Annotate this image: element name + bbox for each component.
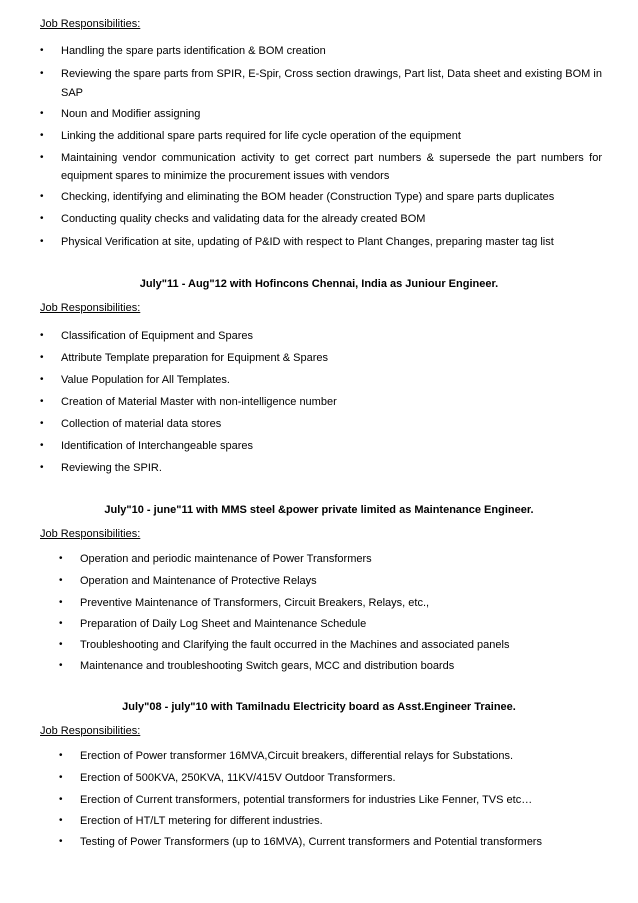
bullet-icon: • — [40, 213, 44, 224]
list-item-text: Operation and Maintenance of Protective Relays — [80, 575, 317, 587]
bullet-icon: • — [59, 553, 63, 564]
list-item-text: Preventive Maintenance of Transformers, Circuit Breakers, Relays, etc., — [80, 597, 430, 609]
bullet-icon: • — [40, 396, 44, 407]
bullet-icon: • — [59, 618, 63, 629]
bullet-icon: • — [40, 440, 44, 451]
list-item-text: Reviewing the SPIR. — [61, 462, 162, 474]
bullet-icon: • — [59, 639, 63, 650]
bullet-icon: • — [40, 418, 44, 429]
list-item-text: Linking the additional spare parts required for life cycle operation of the equipment — [61, 130, 461, 142]
list-item-text: Troubleshooting and Clarifying the fault occurred in the Machines and associated panels — [80, 639, 510, 651]
job-heading: July"10 - june"11 with MMS steel &power private limited as Maintenance Engineer. — [104, 504, 534, 516]
list-item-text: Attribute Template preparation for Equipment & Spares — [61, 352, 329, 364]
job-heading: July"11 - Aug"12 with Hofincons Chennai, India as Juniour Engineer. — [139, 278, 499, 290]
job-responsibilities-label: Job Responsibilities: — [40, 302, 141, 314]
list-item-text: Classification of Equipment and Spares — [61, 330, 253, 342]
bullet-icon: • — [40, 352, 44, 363]
list-item-text: Maintaining vendor communication activity to get correct part numbers & supersede the part numbers for — [61, 152, 602, 164]
list-item-text: Operation and periodic maintenance of Power Transformers — [80, 553, 372, 565]
list-item-text: Testing of Power Transformers (up to 16MVA), Current transformers and Potential transformers — [80, 836, 542, 848]
bullet-icon: • — [40, 191, 44, 202]
list-item-text: Erection of Current transformers, potential transformers for industries Like Fenner, TVS etc… — [80, 794, 533, 806]
bullet-icon: • — [59, 750, 63, 761]
bullet-icon: • — [59, 575, 63, 586]
list-item-text: Checking, identifying and eliminating the BOM header (Construction Type) and spare parts duplicates — [61, 191, 555, 203]
list-item-text: SAP — [61, 87, 84, 99]
bullet-icon: • — [59, 772, 63, 783]
job-responsibilities-label: Job Responsibilities: — [40, 528, 141, 540]
bullet-icon: • — [40, 108, 44, 119]
bullet-icon: • — [40, 68, 44, 79]
bullet-icon: • — [40, 45, 44, 56]
list-item-text: Physical Verification at site, updating of P&ID with respect to Plant Changes, preparing master tag list — [61, 236, 554, 248]
bullet-icon: • — [59, 815, 63, 826]
list-item-text: Erection of 500KVA, 250KVA, 11KV/415V Outdoor Transformers. — [80, 772, 396, 784]
list-item-text: Handling the spare parts identification & BOM creation — [61, 45, 326, 57]
bullet-icon: • — [40, 152, 44, 163]
bullet-icon: • — [40, 462, 44, 473]
list-item-text: Value Population for All Templates. — [61, 374, 230, 386]
job-heading: July"08 - july"10 with Tamilnadu Electricity board as Asst.Engineer Trainee. — [122, 701, 516, 713]
list-item-text: Creation of Material Master with non-intelligence number — [61, 396, 337, 408]
list-item-text: Identification of Interchangeable spares — [61, 440, 254, 452]
bullet-icon: • — [59, 660, 63, 671]
bullet-icon: • — [40, 236, 44, 247]
bullet-icon: • — [40, 374, 44, 385]
list-item-text: Noun and Modifier assigning — [61, 108, 201, 120]
bullet-icon: • — [59, 597, 63, 608]
list-item-text: Erection of Power transformer 16MVA,Circuit breakers, differential relays for Substations. — [80, 750, 514, 762]
list-item-text: Conducting quality checks and validating data for the already created BOM — [61, 213, 426, 225]
bullet-icon: • — [59, 794, 63, 805]
bullet-icon: • — [59, 836, 63, 847]
job-responsibilities-label: Job Responsibilities: — [40, 725, 141, 737]
list-item-text: Preparation of Daily Log Sheet and Maintenance Schedule — [80, 618, 367, 630]
list-item-text: Erection of HT/LT metering for different industries. — [80, 815, 323, 827]
list-item-text: Collection of material data stores — [61, 418, 222, 430]
list-item-text: equipment spares to minimize the procurement issues with vendors — [61, 170, 390, 182]
job-responsibilities-label: Job Responsibilities: — [40, 18, 141, 30]
bullet-icon: • — [40, 330, 44, 341]
list-item-text: Reviewing the spare parts from SPIR, E-Spir, Cross section drawings, Part list, Data sheet and existing BOM in — [61, 68, 602, 80]
list-item-text: Maintenance and troubleshooting Switch gears, MCC and distribution boards — [80, 660, 455, 672]
bullet-icon: • — [40, 130, 44, 141]
